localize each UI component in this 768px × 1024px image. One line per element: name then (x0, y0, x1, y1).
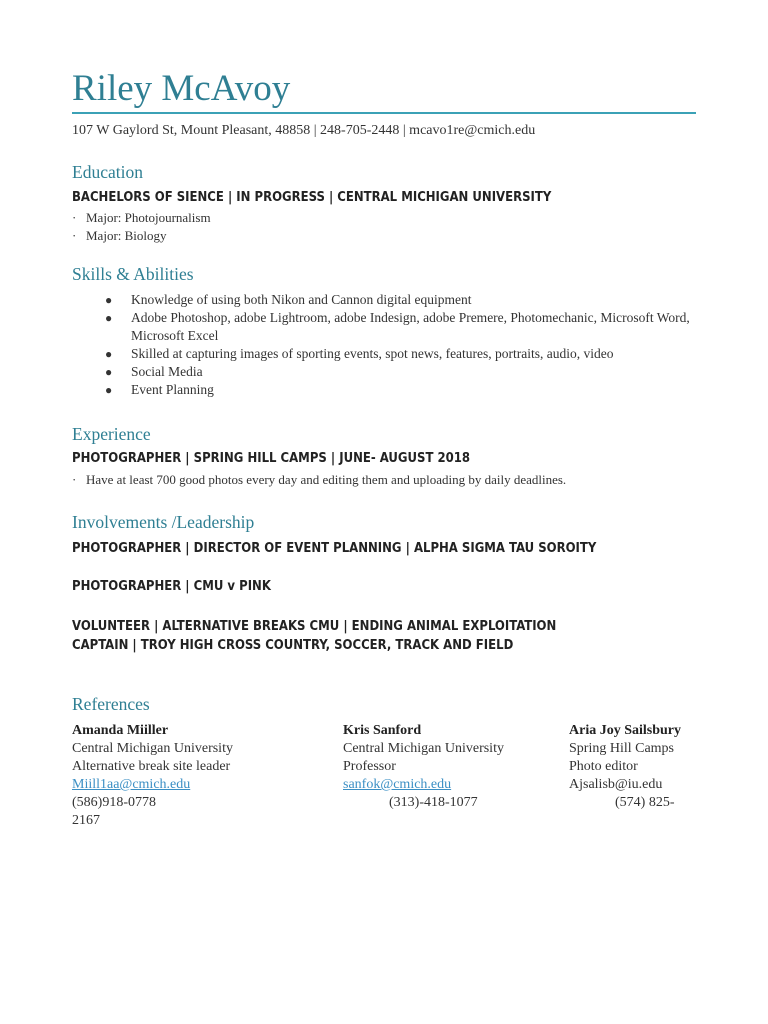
skills-list (72, 291, 696, 399)
experience-title: PHOTOGRAPHER | SPRING HILL CAMPS | JUNE- AUGUST 2018 (72, 451, 471, 466)
list-item: ● Knowledge of using both Nikon and Cannon digital equipment (105, 292, 472, 307)
reference-email-link[interactable]: Miill1aa@cmich.edu (72, 777, 191, 792)
contact-info: 107 W Gaylord St, Mount Pleasant, 48858 | 248-705-2448 | mcavo1re@cmich.edu (72, 123, 536, 138)
bullet-icon: ● (105, 293, 113, 307)
list-item: · Major: Photojournalism (72, 210, 211, 225)
reference-org: Central Michigan University (72, 741, 233, 756)
bullet-icon: ● (105, 311, 113, 325)
page-title: Riley McAvoy (72, 68, 291, 109)
involvement-line: VOLUNTEER | ALTERNATIVE BREAKS CMU | ENDING ANIMAL EXPLOITATION (72, 619, 557, 634)
reference-role: Professor (343, 759, 396, 774)
education-heading: Education (72, 162, 143, 182)
list-item: · Have at least 700 good photos every day and editing them and uploading by daily deadlines. (72, 472, 567, 487)
involvement-line: PHOTOGRAPHER | CMU v PINK (72, 579, 271, 594)
involvement-line: CAPTAIN | TROY HIGH CROSS COUNTRY, SOCCER, TRACK AND FIELD (72, 638, 514, 653)
reference-kris (343, 722, 504, 812)
experience-heading: Experience (72, 424, 151, 444)
reference-role: Alternative break site leader (72, 759, 231, 774)
list-item: ● Social Media (105, 364, 203, 379)
title-divider (72, 112, 696, 114)
bullet-icon: ● (105, 383, 113, 397)
list-item: ● Adobe Photoshop, adobe Lightroom, adobe Indesign, adobe Premere, Photomechanic, Microsoft Word, Microsoft Excel (105, 310, 690, 343)
bullet-icon: ● (105, 365, 113, 379)
reference-org: Central Michigan University (343, 741, 504, 756)
reference-email-link[interactable]: sanfok@cmich.edu (343, 777, 452, 792)
bullet-icon: · (72, 472, 77, 487)
bullet-icon: ● (105, 347, 113, 361)
reference-name: Amanda Miiller (72, 723, 169, 738)
reference-org: Spring Hill Camps (569, 741, 675, 756)
reference-phone: (586)918-0778 (72, 795, 156, 810)
reference-name: Aria Joy Sailsbury (569, 723, 682, 738)
reference-email: Ajsalisb@iu.edu (569, 777, 663, 792)
skills-heading: Skills & Abilities (72, 264, 194, 284)
list-item: ● Skilled at capturing images of sporting events, spot news, features, portraits, audio, video (105, 346, 614, 361)
references-heading: References (72, 694, 150, 714)
bullet-icon: · (72, 210, 77, 225)
experience-list (72, 471, 566, 489)
reference-name: Kris Sanford (343, 723, 422, 738)
reference-phone: (313)-418-1077 (389, 795, 478, 810)
reference-aria (569, 722, 681, 812)
education-list (72, 209, 211, 244)
reference-role: Photo editor (569, 759, 638, 774)
reference-phone: (574) 825- (615, 795, 675, 810)
reference-phone-cont: 2167 (72, 813, 100, 828)
involvements-heading: Involvements /Leadership (72, 512, 255, 532)
list-item: · Major: Biology (72, 227, 167, 243)
bullet-icon: · (72, 227, 77, 243)
involvement-line: PHOTOGRAPHER | DIRECTOR OF EVENT PLANNING | ALPHA SIGMA TAU SOROITY (72, 541, 597, 556)
list-item: ● Event Planning (105, 382, 214, 397)
education-degree: BACHELORS OF SIENCE | IN PROGRESS | CENTRAL MICHIGAN UNIVERSITY (72, 190, 552, 205)
reference-amanda (72, 722, 233, 830)
